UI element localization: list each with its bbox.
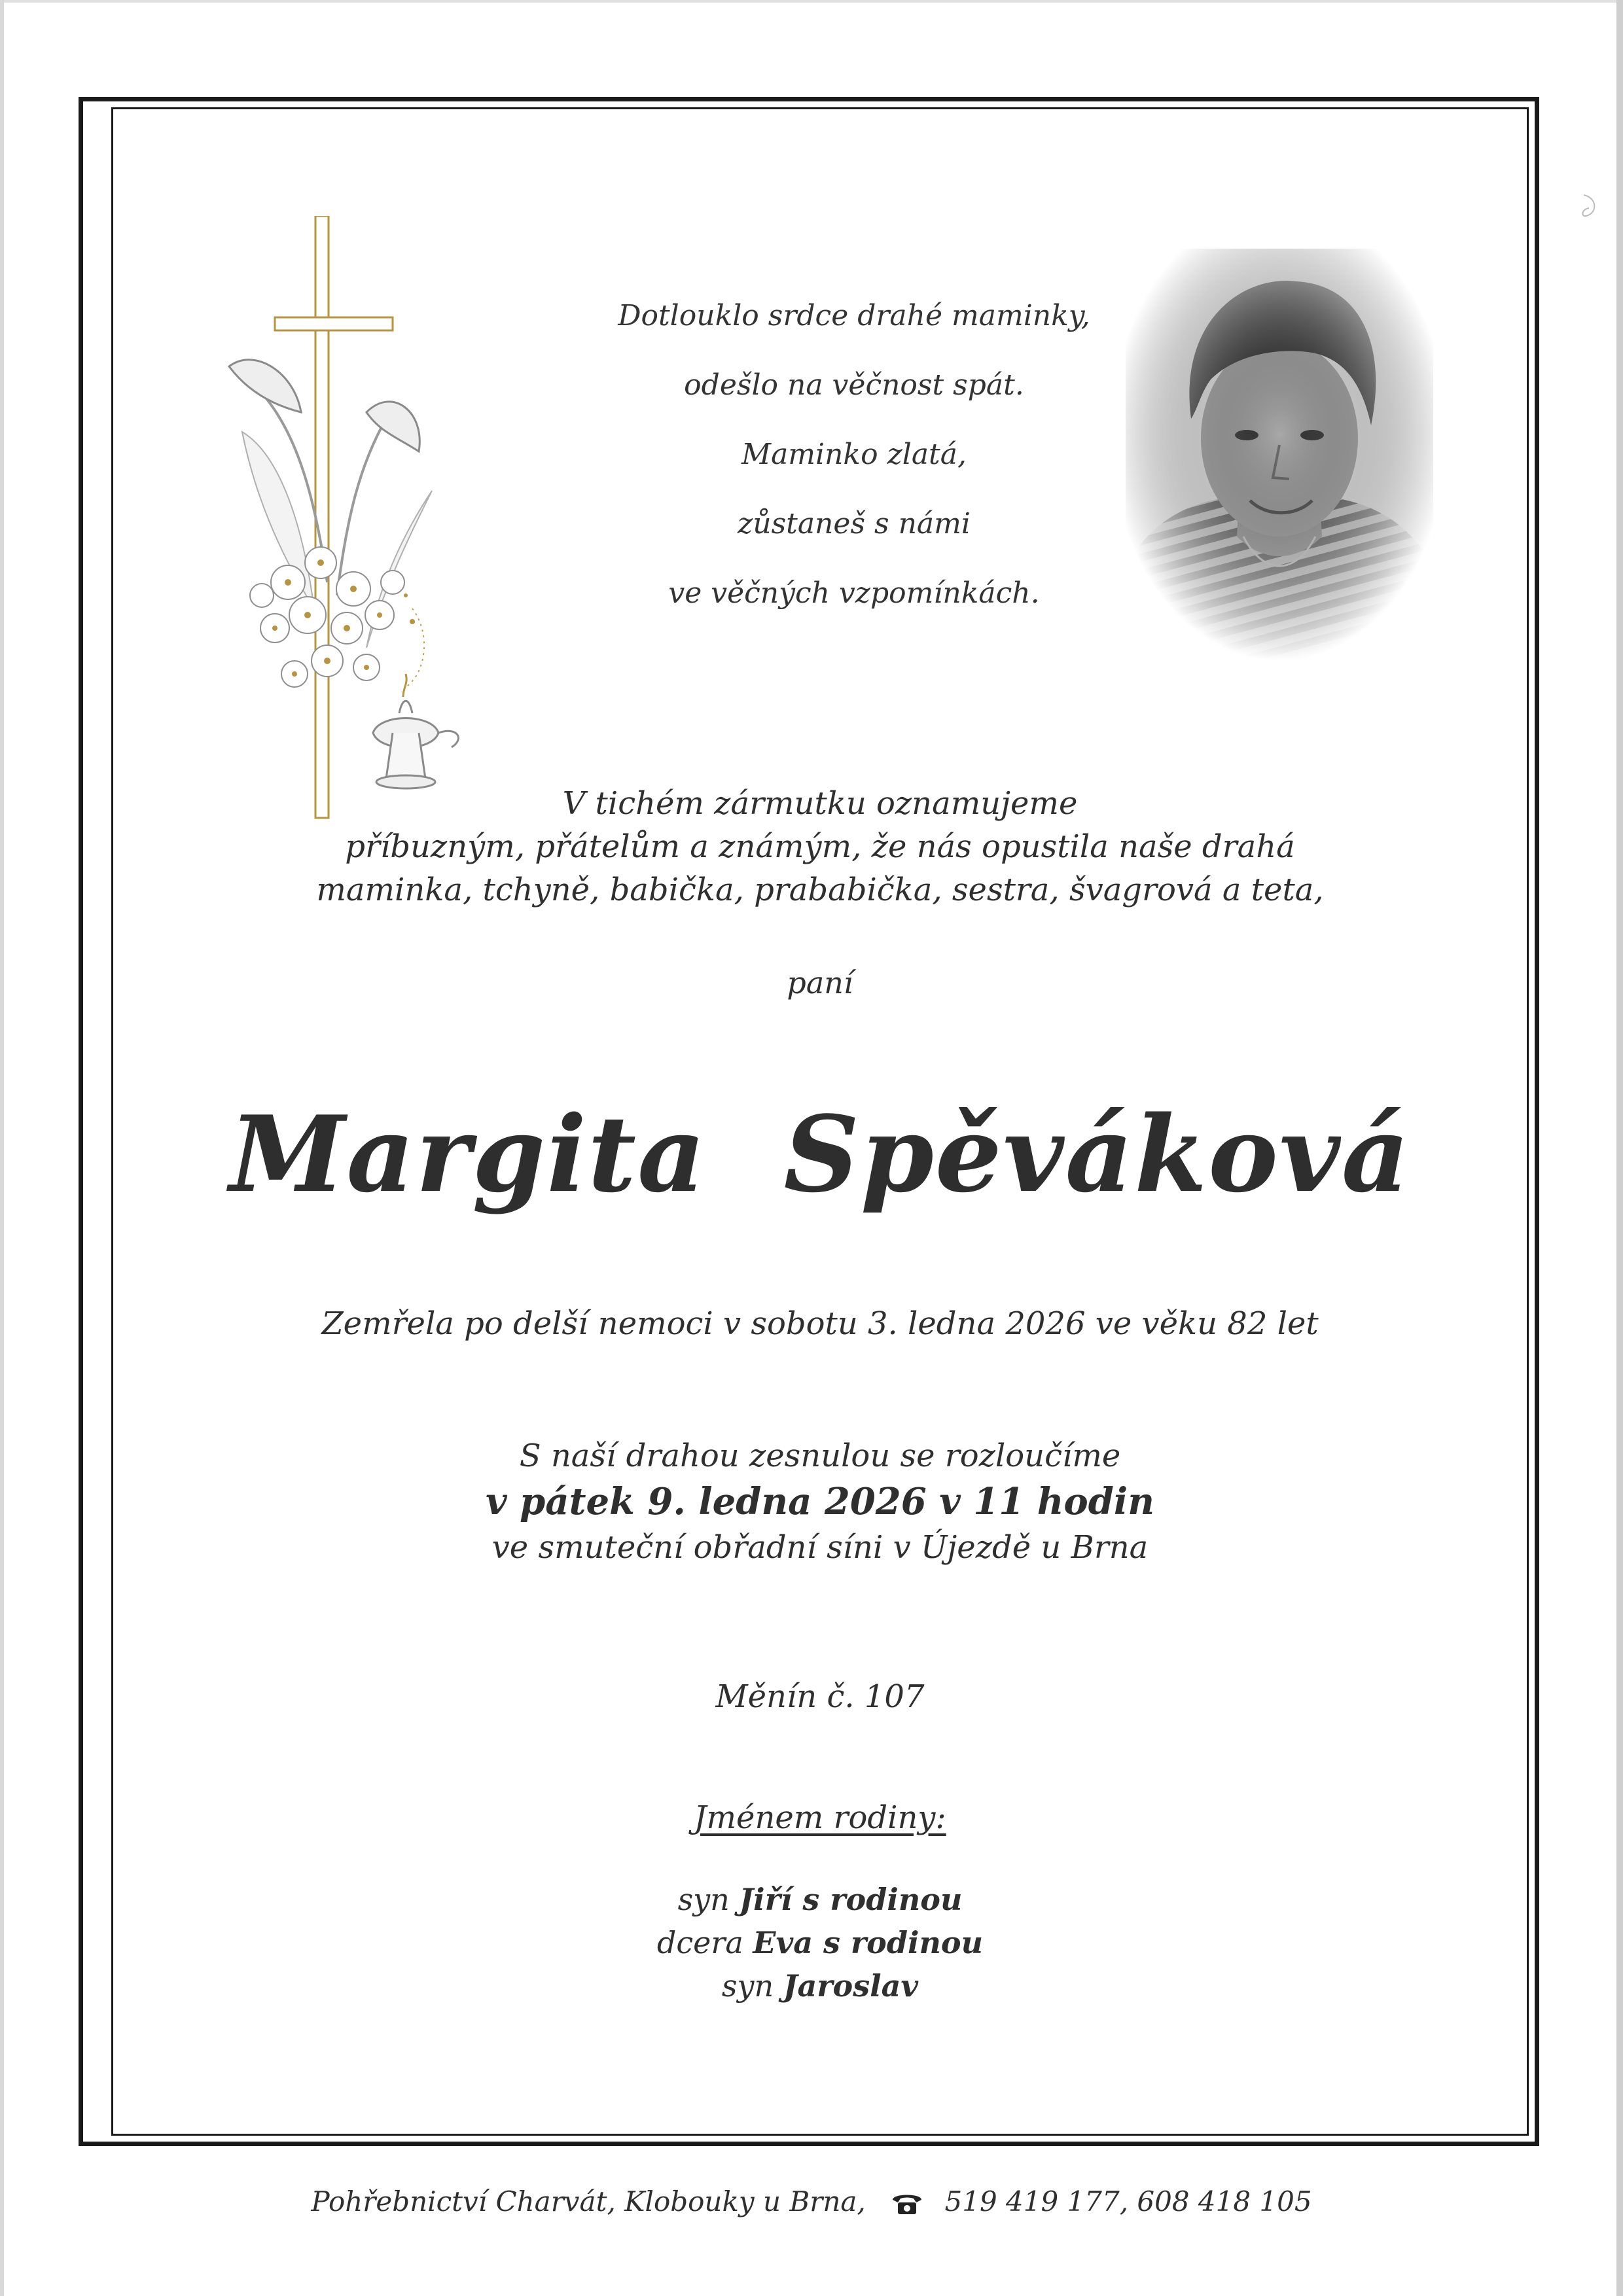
address: Měnín č. 107 [715, 1678, 925, 1715]
scan-edge-right [1616, 0, 1623, 2296]
poem-line: odešlo na věčnost spát. [684, 368, 1024, 402]
telephone-icon [890, 2191, 924, 2217]
announcement-line: V tichém zármutku oznamujeme [562, 785, 1078, 822]
family-label [111, 1799, 1529, 1836]
funeral-company: Pohřebnictví Charvát, Klobouky u Brna, [311, 2185, 866, 2217]
family-member-name: Jaroslav [783, 1968, 919, 2004]
family-members [111, 1878, 1529, 2007]
deceased-name [111, 1093, 1529, 1216]
farewell-datetime: v pátek 9. ledna 2026 v 11 hodin [486, 1480, 1154, 1523]
family-relation: dcera [656, 1925, 743, 1960]
family-member [111, 1921, 1529, 1964]
farewell-intro: S naší drahou zesnulou se rozloučíme [519, 1438, 1121, 1474]
cross-lily-decoration [216, 216, 510, 824]
memorial-poem [510, 281, 1198, 628]
last-name: Spěváková [783, 1093, 1411, 1216]
announcement-text [111, 782, 1529, 911]
family-label-text: Jménem rodiny: [694, 1799, 946, 1836]
deceased-portrait-photo [1126, 249, 1433, 661]
death-notice: Zemřela po delší nemoci v sobotu 3. ledna 2026 ve věku 82 let [321, 1305, 1319, 1342]
poem-line: ve věčných vzpomínkách. [668, 576, 1040, 610]
announcement-line: příbuzným, přátelům a známým, že nás opustila naše drahá [345, 828, 1295, 865]
scan-edge-left [0, 0, 4, 2296]
poem-line: Maminko zlatá, [741, 438, 967, 471]
margin-pencil-mark [1577, 190, 1603, 222]
family-member [111, 1964, 1529, 2007]
farewell-place: ve smuteční obřadní síni v Újezdě u Brna [491, 1529, 1149, 1566]
scan-edge-top [0, 0, 1623, 3]
family-relation: syn [721, 1968, 774, 2004]
first-name: Margita [229, 1093, 707, 1216]
funeral-service-footer [0, 2185, 1623, 2217]
funeral-phones: 519 419 177, 608 418 105 [944, 2185, 1312, 2217]
family-member-name: Eva s rodinou [753, 1925, 984, 1960]
family-relation: syn [677, 1882, 730, 1917]
family-member [111, 1878, 1529, 1921]
poem-line: Dotlouklo srdce drahé maminky, [618, 299, 1090, 332]
salutation: paní [787, 965, 853, 1000]
announcement-line: maminka, tchyně, babička, prababička, sestra, švagrová a teta, [316, 872, 1324, 908]
family-member-name: Jiří s rodinou [739, 1882, 963, 1917]
poem-line: zůstaneš s námi [738, 507, 971, 540]
farewell-info [111, 1433, 1529, 1570]
